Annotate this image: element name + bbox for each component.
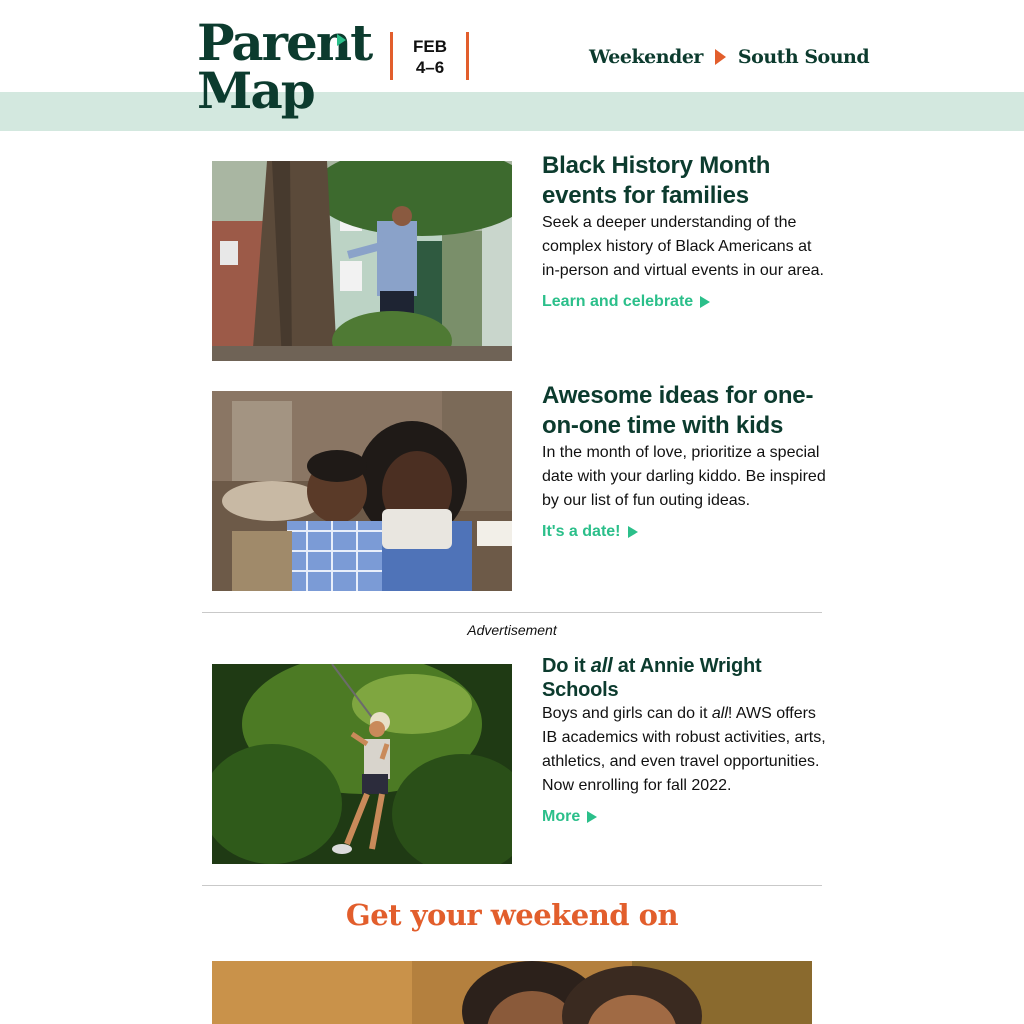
play-arrow-icon bbox=[587, 811, 597, 823]
learn-and-celebrate-link[interactable] bbox=[542, 293, 710, 311]
ad-title-pre: Do it bbox=[542, 655, 591, 677]
article-black-history bbox=[212, 152, 832, 361]
date-range: 4–6 bbox=[415, 58, 445, 77]
ad-image-zipline[interactable] bbox=[212, 664, 512, 864]
ad-title-emphasis: all bbox=[590, 655, 613, 677]
parentmap-logo[interactable] bbox=[197, 13, 372, 124]
date-divider-left bbox=[390, 32, 393, 80]
header-band bbox=[0, 92, 1024, 131]
cta-label: Learn and celebrate bbox=[542, 293, 694, 310]
play-arrow-icon bbox=[700, 296, 710, 308]
article-one-on-one bbox=[212, 382, 832, 591]
ad-annie-wright bbox=[212, 655, 832, 864]
article-summary: Seek a deeper understanding of the complex history of Black Americans at in-person and virtual events in our area. bbox=[542, 214, 824, 279]
ad-text bbox=[542, 654, 832, 826]
cta-label: More bbox=[542, 808, 581, 825]
article-summary: In the month of love, prioritize a special date with your darling kiddo. Be inspired by our list of fun outing ideas. bbox=[542, 444, 826, 509]
more-link[interactable] bbox=[542, 808, 597, 826]
ad-title-post: at Annie Wright Schools bbox=[542, 655, 762, 701]
weekend-hero-image[interactable] bbox=[212, 961, 812, 1024]
crumb-south-sound[interactable]: South Sound bbox=[737, 46, 870, 68]
advertisement-label: Advertisement bbox=[467, 622, 557, 638]
play-arrow-icon bbox=[715, 49, 726, 65]
article-text bbox=[542, 381, 832, 541]
ad-title[interactable] bbox=[542, 654, 832, 702]
date-divider-right bbox=[466, 32, 469, 80]
article-title[interactable]: Black History Month events for families bbox=[542, 152, 771, 209]
ad-body-post: ! AWS offers IB academics with robust activities, arts, athletics, and even travel opportunities. Now enrolling for fall 2022. bbox=[542, 705, 826, 794]
divider bbox=[202, 612, 822, 613]
logo-play-icon bbox=[337, 34, 346, 46]
article-image-selfie[interactable] bbox=[212, 391, 512, 591]
ad-body-emphasis: all bbox=[711, 705, 728, 722]
email-header bbox=[0, 0, 1024, 131]
edition-breadcrumb bbox=[589, 45, 869, 69]
play-arrow-icon bbox=[628, 526, 638, 538]
logo-line-parent: Parent bbox=[197, 13, 372, 72]
date-month: FEB bbox=[413, 37, 447, 56]
logo-line-map: Map bbox=[197, 61, 314, 120]
crumb-weekender[interactable]: Weekender bbox=[589, 46, 703, 68]
cta-label: It's a date! bbox=[542, 523, 621, 540]
section-title-weekend: Get your weekend on bbox=[345, 898, 679, 932]
ad-summary bbox=[542, 702, 832, 798]
divider bbox=[202, 885, 822, 886]
issue-date bbox=[390, 32, 470, 80]
ad-body-pre: Boys and girls can do it bbox=[542, 705, 712, 722]
article-title[interactable]: Awesome ideas for one-on-one time with kids bbox=[542, 382, 814, 439]
article-image-tree-house[interactable] bbox=[212, 161, 512, 361]
article-text bbox=[542, 151, 832, 311]
its-a-date-link[interactable] bbox=[542, 523, 638, 541]
